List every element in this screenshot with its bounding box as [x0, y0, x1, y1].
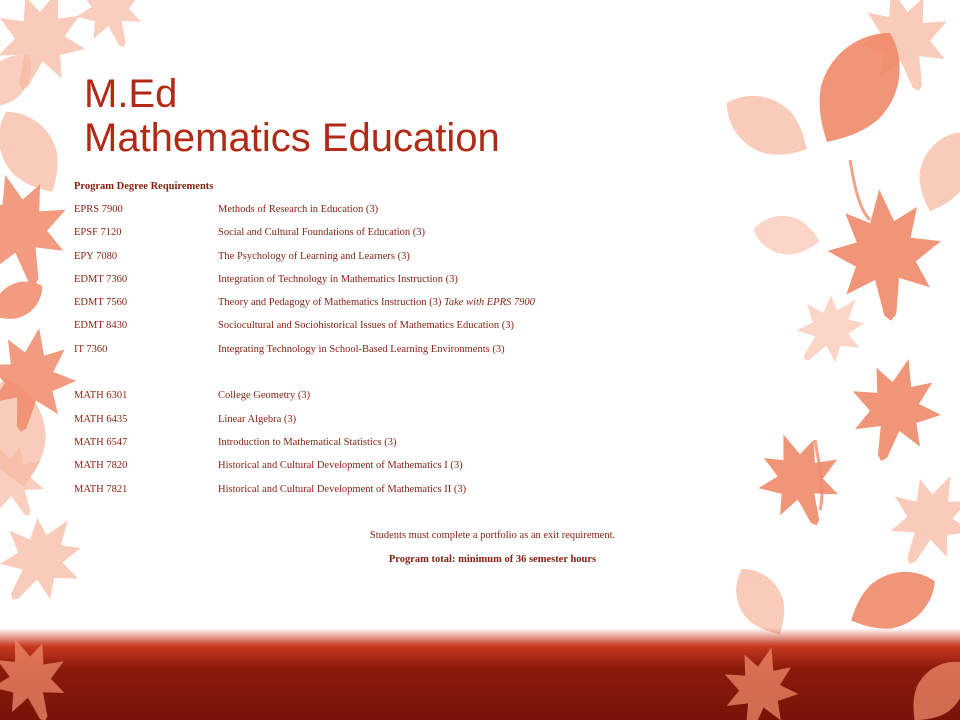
course-code: MATH 6301	[74, 390, 128, 402]
course-code: MATH 7821	[74, 483, 128, 495]
course-name: The Psychology of Learning and Learners (3)	[218, 250, 410, 262]
course-code: EPRS 7900	[74, 204, 123, 215]
section-heading: Program Degree Requirements	[74, 181, 214, 192]
course-code: MATH 7820	[74, 460, 128, 472]
course-code: EDMT 7560	[74, 297, 128, 309]
course-row	[74, 248, 774, 271]
slide-title	[84, 72, 500, 160]
course-code: MATH 6547	[74, 436, 128, 448]
course-name: Linear Algebra (3)	[218, 413, 297, 425]
group-spacer	[74, 364, 774, 387]
course-code: EDMT 7360	[74, 273, 128, 285]
course-name: Methods of Research in Education (3)	[218, 204, 379, 215]
course-code: EPY 7080	[74, 250, 118, 262]
course-row	[74, 387, 774, 410]
course-row	[74, 341, 774, 364]
course-name: Integration of Technology in Mathematics Instruction (3)	[218, 273, 458, 285]
exit-requirement-note: Students must complete a portfolio as an exit requirement.	[369, 530, 616, 541]
course-row	[74, 434, 774, 457]
course-row	[74, 201, 774, 224]
course-note: Take with EPRS 7900	[443, 297, 535, 309]
course-row	[74, 224, 774, 247]
course-row	[74, 317, 774, 340]
course-name	[218, 294, 535, 317]
course-row	[74, 411, 774, 434]
course-name: Sociocultural and Sociohistorical Issues of Mathematics Education (3)	[218, 320, 514, 332]
course-code: EDMT 8430	[74, 320, 128, 332]
course-name: Historical and Cultural Development of Mathematics II (3)	[218, 483, 467, 495]
course-name: Historical and Cultural Development of Mathematics I (3)	[218, 460, 463, 472]
requirements-list	[74, 178, 774, 504]
course-row	[74, 271, 774, 294]
course-name: Integrating Technology in School-Based Learning Environments (3)	[218, 343, 505, 355]
course-row	[74, 481, 774, 504]
title-line-2: Mathematics Education	[84, 116, 500, 160]
course-code: IT 7360	[74, 343, 108, 355]
course-code: EPSF 7120	[74, 227, 122, 239]
course-name: Social and Cultural Foundations of Education (3)	[218, 227, 426, 239]
course-name-text: Theory and Pedagogy of Mathematics Instruction (3)	[218, 297, 442, 309]
course-name: College Geometry (3)	[218, 390, 311, 402]
course-name: Introduction to Mathematical Statistics (3)	[218, 436, 397, 448]
course-code: MATH 6435	[74, 413, 128, 425]
course-row	[74, 457, 774, 480]
program-total: Program total: minimum of 36 semester hours	[388, 554, 597, 565]
course-row	[74, 294, 774, 317]
title-line-1: M.Ed	[84, 72, 178, 116]
